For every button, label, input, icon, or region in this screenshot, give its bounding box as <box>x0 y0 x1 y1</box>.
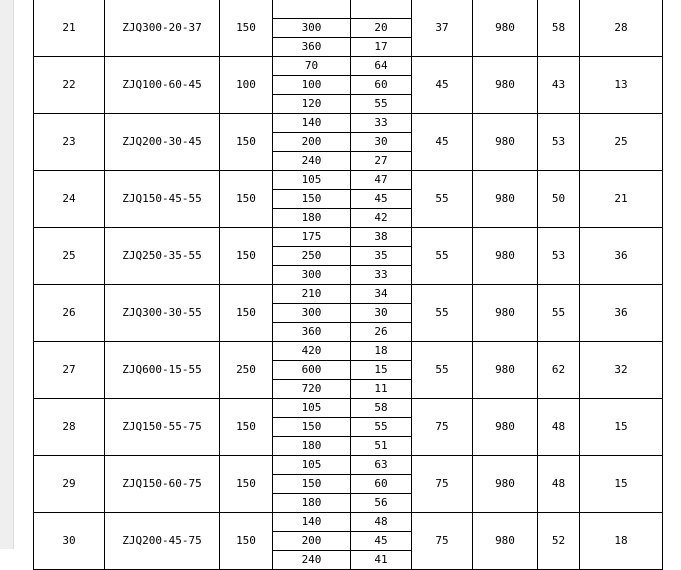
speed-cell: 980 <box>473 513 538 570</box>
flow-cell: 180 <box>273 494 351 513</box>
efficiency-cell: 58 <box>538 0 580 57</box>
flow-cell: 300 <box>273 304 351 323</box>
head-cell: 64 <box>351 57 412 76</box>
npsh-cell: 15 <box>580 456 663 513</box>
speed-cell: 980 <box>473 0 538 57</box>
diameter-cell: 150 <box>220 0 273 57</box>
head-cell: 51 <box>351 437 412 456</box>
flow-cell: 140 <box>273 513 351 532</box>
row-number: 27 <box>34 342 105 399</box>
table-row <box>34 57 663 76</box>
npsh-cell: 15 <box>580 399 663 456</box>
flow-cell: 240 <box>273 551 351 570</box>
head-cell: 20 <box>351 19 412 38</box>
model-cell: ZJQ300-30-55 <box>105 285 220 342</box>
head-cell: 42 <box>351 209 412 228</box>
speed-cell: 980 <box>473 456 538 513</box>
power-cell: 45 <box>412 57 473 114</box>
model-cell: ZJQ200-30-45 <box>105 114 220 171</box>
power-cell: 37 <box>412 0 473 57</box>
power-cell: 45 <box>412 114 473 171</box>
head-cell: 35 <box>351 247 412 266</box>
npsh-cell: 28 <box>580 0 663 57</box>
flow-cell: 300 <box>273 19 351 38</box>
flow-cell: 600 <box>273 361 351 380</box>
speed-cell: 980 <box>473 342 538 399</box>
head-cell: 30 <box>351 133 412 152</box>
npsh-cell: 36 <box>580 285 663 342</box>
npsh-cell: 21 <box>580 171 663 228</box>
table-row <box>34 342 663 361</box>
power-cell: 75 <box>412 399 473 456</box>
diameter-cell: 150 <box>220 513 273 570</box>
pump-spec-table <box>33 0 663 570</box>
head-cell: 45 <box>351 190 412 209</box>
flow-cell: 100 <box>273 76 351 95</box>
flow-cell: 70 <box>273 57 351 76</box>
row-number: 30 <box>34 513 105 570</box>
power-cell: 55 <box>412 342 473 399</box>
head-cell: 60 <box>351 76 412 95</box>
head-cell: 38 <box>351 228 412 247</box>
diameter-cell: 150 <box>220 171 273 228</box>
head-cell: 33 <box>351 266 412 285</box>
efficiency-cell: 48 <box>538 399 580 456</box>
head-cell: 26 <box>351 323 412 342</box>
table-row <box>34 228 663 247</box>
diameter-cell: 150 <box>220 114 273 171</box>
flow-cell: 300 <box>273 266 351 285</box>
head-cell: 55 <box>351 95 412 114</box>
row-number: 29 <box>34 456 105 513</box>
flow-cell: 720 <box>273 380 351 399</box>
efficiency-cell: 43 <box>538 57 580 114</box>
head-cell: 30 <box>351 304 412 323</box>
power-cell: 75 <box>412 456 473 513</box>
efficiency-cell: 62 <box>538 342 580 399</box>
row-number: 25 <box>34 228 105 285</box>
diameter-cell: 150 <box>220 399 273 456</box>
flow-cell: 105 <box>273 456 351 475</box>
flow-cell: 180 <box>273 437 351 456</box>
head-cell <box>351 0 412 19</box>
row-number: 21 <box>34 0 105 57</box>
efficiency-cell: 52 <box>538 513 580 570</box>
head-cell: 27 <box>351 152 412 171</box>
head-cell: 47 <box>351 171 412 190</box>
npsh-cell: 18 <box>580 513 663 570</box>
npsh-cell: 32 <box>580 342 663 399</box>
head-cell: 48 <box>351 513 412 532</box>
flow-cell: 200 <box>273 532 351 551</box>
efficiency-cell: 53 <box>538 114 580 171</box>
model-cell: ZJQ250-35-55 <box>105 228 220 285</box>
row-number: 23 <box>34 114 105 171</box>
npsh-cell: 25 <box>580 114 663 171</box>
flow-cell: 240 <box>273 152 351 171</box>
head-cell: 63 <box>351 456 412 475</box>
head-cell: 34 <box>351 285 412 304</box>
diameter-cell: 250 <box>220 342 273 399</box>
diameter-cell: 100 <box>220 57 273 114</box>
speed-cell: 980 <box>473 285 538 342</box>
model-cell: ZJQ200-45-75 <box>105 513 220 570</box>
row-number: 28 <box>34 399 105 456</box>
efficiency-cell: 50 <box>538 171 580 228</box>
speed-cell: 980 <box>473 228 538 285</box>
flow-cell: 180 <box>273 209 351 228</box>
flow-cell: 120 <box>273 95 351 114</box>
head-cell: 58 <box>351 399 412 418</box>
head-cell: 11 <box>351 380 412 399</box>
flow-cell: 360 <box>273 323 351 342</box>
model-cell: ZJQ150-60-75 <box>105 456 220 513</box>
flow-cell: 420 <box>273 342 351 361</box>
head-cell: 15 <box>351 361 412 380</box>
table-row <box>34 171 663 190</box>
flow-cell: 200 <box>273 133 351 152</box>
table-row <box>34 114 663 133</box>
speed-cell: 980 <box>473 171 538 228</box>
efficiency-cell: 53 <box>538 228 580 285</box>
diameter-cell: 150 <box>220 285 273 342</box>
row-number: 26 <box>34 285 105 342</box>
flow-cell: 250 <box>273 247 351 266</box>
row-number: 24 <box>34 171 105 228</box>
efficiency-cell: 48 <box>538 456 580 513</box>
flow-cell: 150 <box>273 190 351 209</box>
power-cell: 55 <box>412 285 473 342</box>
head-cell: 56 <box>351 494 412 513</box>
power-cell: 55 <box>412 171 473 228</box>
table-body <box>34 0 663 570</box>
head-cell: 60 <box>351 475 412 494</box>
table-row <box>34 399 663 418</box>
flow-cell: 105 <box>273 399 351 418</box>
diameter-cell: 150 <box>220 228 273 285</box>
flow-cell <box>273 0 351 19</box>
model-cell: ZJQ600-15-55 <box>105 342 220 399</box>
model-cell: ZJQ100-60-45 <box>105 57 220 114</box>
head-cell: 41 <box>351 551 412 570</box>
flow-cell: 140 <box>273 114 351 133</box>
power-cell: 75 <box>412 513 473 570</box>
model-cell: ZJQ150-55-75 <box>105 399 220 456</box>
table-row <box>34 0 663 19</box>
head-cell: 33 <box>351 114 412 133</box>
head-cell: 18 <box>351 342 412 361</box>
diameter-cell: 150 <box>220 456 273 513</box>
flow-cell: 360 <box>273 38 351 57</box>
flow-cell: 105 <box>273 171 351 190</box>
head-cell: 55 <box>351 418 412 437</box>
model-cell: ZJQ150-45-55 <box>105 171 220 228</box>
flow-cell: 150 <box>273 475 351 494</box>
speed-cell: 980 <box>473 114 538 171</box>
head-cell: 17 <box>351 38 412 57</box>
head-cell: 45 <box>351 532 412 551</box>
speed-cell: 980 <box>473 399 538 456</box>
power-cell: 55 <box>412 228 473 285</box>
npsh-cell: 36 <box>580 228 663 285</box>
table-row <box>34 456 663 475</box>
flow-cell: 175 <box>273 228 351 247</box>
efficiency-cell: 55 <box>538 285 580 342</box>
npsh-cell: 13 <box>580 57 663 114</box>
speed-cell: 980 <box>473 57 538 114</box>
flow-cell: 210 <box>273 285 351 304</box>
row-number: 22 <box>34 57 105 114</box>
model-cell: ZJQ300-20-37 <box>105 0 220 57</box>
left-margin-strip <box>0 0 14 549</box>
table-row <box>34 513 663 532</box>
table-row <box>34 285 663 304</box>
flow-cell: 150 <box>273 418 351 437</box>
